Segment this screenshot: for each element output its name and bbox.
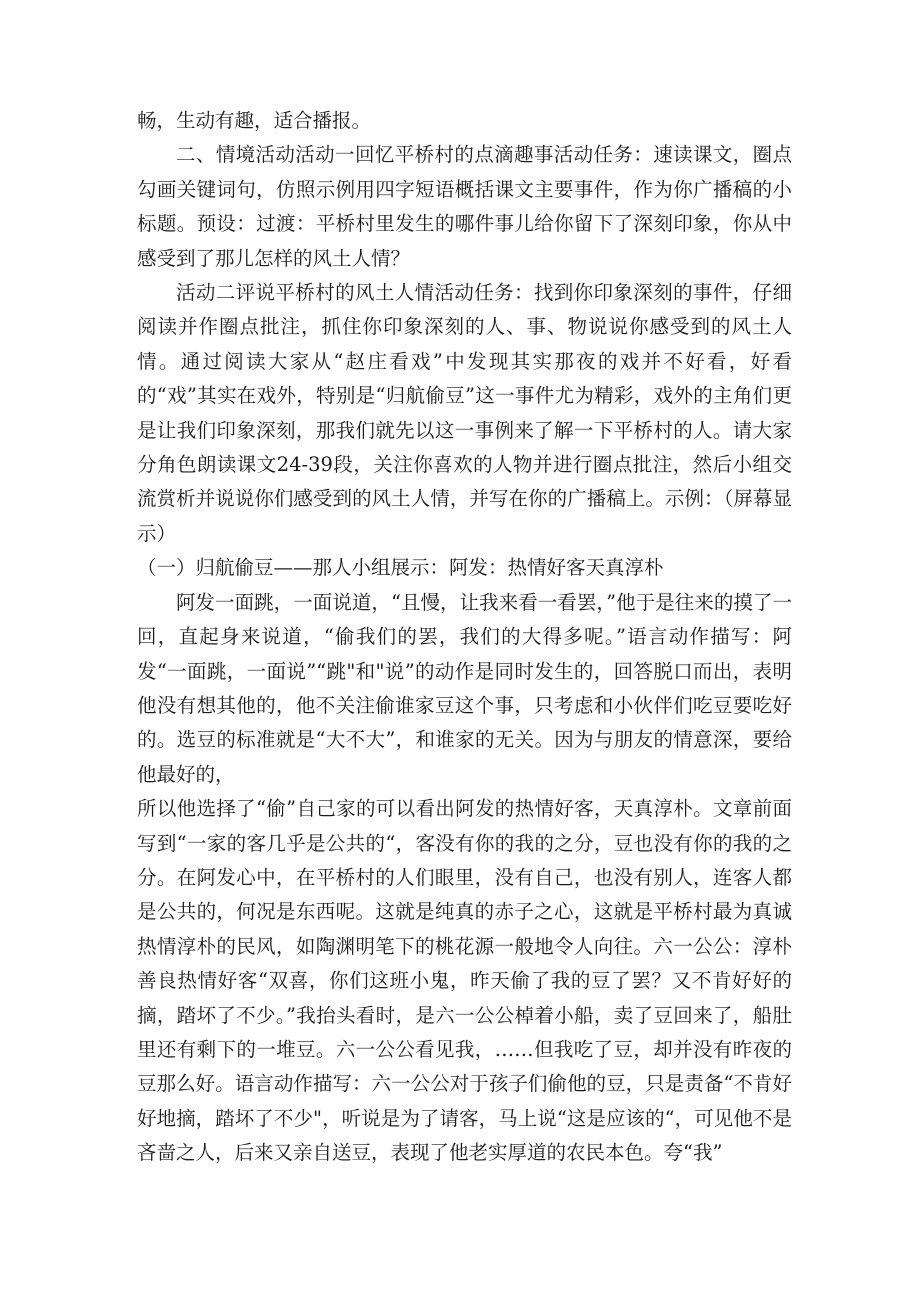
paragraph-afa-analysis: 阿发一面跳，一面说道，“且慢，让我来看一看罢，”他于是往来的摸了一回，直起身来说道，“偷我们的罢，我们的大得多呢。”语言动作描写：阿发“一面跳，一面说”“跳"和"说”的动作是同时发生的，回答脱口而出，表明他没有想其他的，他不关注偷谁家豆这个事，只考虑和小伙伴们吃豆要吃好的。选豆的标准就是“大不大”，和谁家的无关。因为与朋友的情意深，要给他最好的， [137,590,792,786]
paragraph-liuyi-analysis: 所以他选择了“偷”自己家的可以看出阿发的热情好客，天真淳朴。文章前面写到“一家的客几乎是公共的“，客没有你的我的之分，豆也没有你的我的之分。在阿发心中，在平桥村的人们眼里，没有自己，也没有别人，连客人都是公共的，何况是东西呢。这就是纯真的赤子之心，这就是平桥村最为真诚热情淳朴的民风，如陶渊明笔下的桃花源一般地令人向往。六一公公：淳朴善良热情好客“双喜，你们这班小鬼，昨天偷了我的豆了罢？又不肯好好的摘，踏坏了不少。”我抬头看时，是六一公公棹着小船，卖了豆回来了，船肚里还有剩下的一堆豆。六一公公看见我，……但我吃了豆，却并没有昨夜的豆那么好。语言动作描写：六一公公对于孩子们偷他的豆，只是责备“不肯好好地摘，踏坏了不少"，听说是为了请客，马上说“这是应该的“，可见他不是吝啬之人，后来又亲自送豆，表现了他老实厚道的农民本色。夸“我” [137,797,792,1165]
section-heading: （一）归航偷豆——那人小组展示：阿发：热情好客天真淳朴 [137,556,664,580]
paragraph-activity-one: 二、情境活动活动一回忆平桥村的点滴趣事活动任务：速读课文，圈点勾画关键词句，仿照示例用四字短语概括课文主要事件，作为你广播稿的小标题。预设：过渡：平桥村里发生的哪件事儿给你留下了深刻印象，你从中感受到了那儿怎样的风土人情？ [137,143,792,270]
document-body [137,104,792,1171]
paragraph-activity-two: 活动二评说平桥村的风土人情活动任务：找到你印象深刻的事件，仔细阅读并作圈点批注，抓住你印象深刻的人、事、物说说你感受到的风土人情。通过阅读大家从“赵庄看戏”中发现其实那夜的戏并不好看，好看的“戏”其实在戏外，特别是“归航偷豆”这一事件尤为精彩，戏外的主角们更是让我们印象深刻，那我们就先以这一事例来了解一下平桥村的人。请大家分角色朗读课文24-39段，关注你喜欢的人物并进行圈点批注，然后小组交流赏析并说说你们感受到的风土人情，并写在你的广播稿上。示例：（屏幕显示） [137,281,792,545]
paragraph-continuation: 畅，生动有趣，适合播报。 [137,109,372,132]
